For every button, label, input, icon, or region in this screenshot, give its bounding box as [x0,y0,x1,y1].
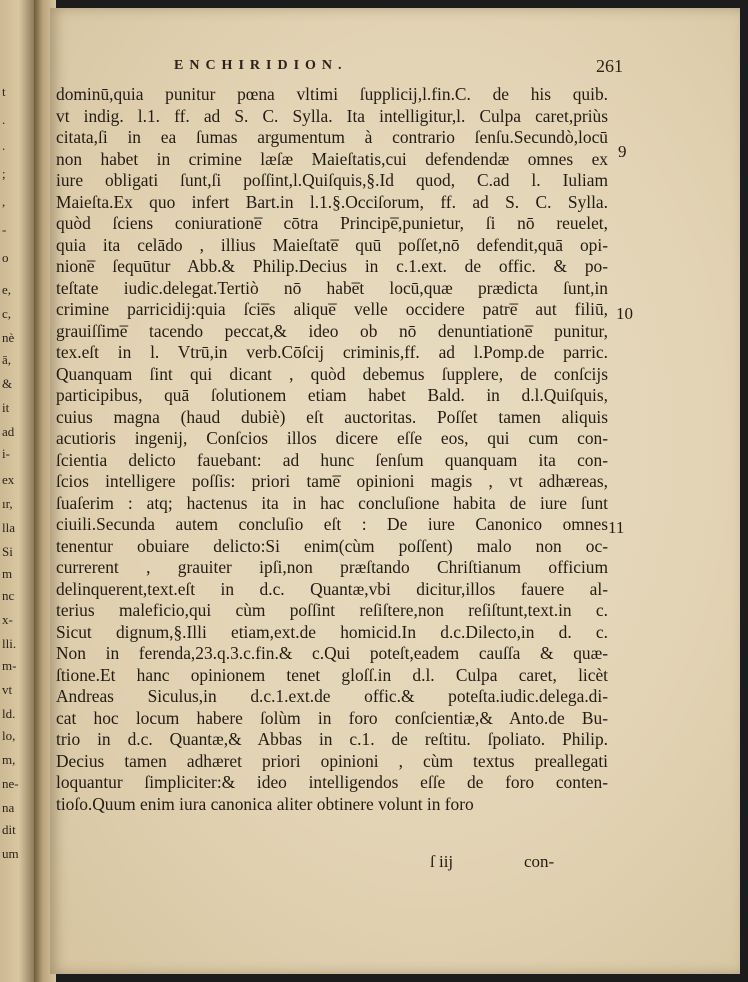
facing-page-fragment: nè [2,330,15,345]
text-line: ſtione.Et hanc opinionem tenet gloſſ.in d.l. Culpa caret, licèt [56,664,608,685]
text-line: acutioris ingenij, Conſcios illos dicere eſſe eos, qui cum con- [56,428,608,448]
facing-page-fragment: ne- [2,776,19,791]
facing-page-fragment: - [2,222,7,237]
text-line: iure obligati ſunt,ſi poſſint,l.Quiſquis,§.Id quod, C.ad l. Iuliam [56,170,608,190]
page-header [174,58,634,80]
facing-page-fragment: m [2,566,13,581]
text-line: citata,ſi in ea ſumas argumentum à contrario ſenſu.Secundò,locū [56,127,608,147]
text-line: trio in d.c. Quantæ,& Abbas in c.1. de reſtitu. ſpoliato. Philip. [56,729,608,749]
text-line: crimine parricidij:quia ſcie̅s alique̅ velle occidere patre̅ aut filiū, [56,299,608,319]
facing-page-fragment: nc [2,588,15,603]
text-line: grauiſſime̅ tacendo peccat,& ideo ob nō denuntiatione̅ punitur, [56,320,608,341]
facing-page-fragment: vt [2,682,13,697]
facing-page-fragment: lla [2,520,15,535]
text-line: tenentur obuiare delicto:Si enim(cùm poſſent) malo non oc- [56,535,608,556]
text-line: Maieſta.Ex quo infert Bart.in l.1.§.Occiſorum, ff. ad S. C. Sylla. [56,191,608,212]
text-line: Non in ferenda,23.q.3.c.fin.& c.Qui poteſt,eadem cauſſa & quæ- [56,643,608,663]
page-footer [430,852,630,876]
text-line: participibus, quā ſolutionem etiam habet Bald. in d.l.Quiſquis, [56,385,608,405]
text-line: ſuaſerim : atq; hactenus ita in hac concluſione habita de iure ſunt [56,492,608,513]
book-page [50,8,740,974]
facing-page-fragment: x- [2,612,13,627]
facing-page-fragment: Si [2,544,13,559]
text-line: quia ita celādo , illius Maieſtate̅ quū poſſet,nō defendit,quā opi- [56,234,608,255]
facing-page-fragment: ā, [2,352,12,367]
text-line: tex.eſt in l. Vtrū,in verb.Cōſcij criminis,ff. ad l.Pomp.de parric. [56,342,608,362]
text-line: currerent , grauiter ipſi,non præſtando Chriſtianum officium [56,557,608,577]
facing-page-fragment: lli. [2,636,17,651]
facing-page-fragment: t [2,84,6,99]
text-line: Decius tamen adhæret priori opinioni , cùm textus preallegati [56,750,608,771]
body-text [56,84,608,815]
text-line: Quanquam ſint qui dicant , quòd debemus ſupplere, de conſcijs [56,363,608,384]
facing-page-fragment: ır, [2,496,13,511]
facing-page-fragment: o [2,250,9,265]
facing-page-fragment: m, [2,752,16,767]
text-line: quòd ſciens coniuratione̅ cōtra Principe̅,punietur, ſi nō reuelet, [56,213,608,233]
text-line: vt indig. l.1. ff. ad S. C. Sylla. Ita intelligitur,l. Culpa caret,priùs [56,105,608,126]
facing-page-fragment: lo, [2,728,16,743]
facing-page-fragment: m- [2,658,17,673]
facing-page-fragment: ld. [2,706,16,721]
text-line: cuius magna (haud dubiè) eſt auctoritas. Poſſet tamen aliquis [56,406,608,427]
text-line: teſtate iudic.delegat.Tertiò nō habe̅t locū,quæ prædicta ſunt,in [56,277,608,298]
facing-page-fragment: na [2,800,15,815]
running-head: ENCHIRIDION. [174,58,348,73]
facing-page-fragment: & [2,376,13,391]
signature-mark: ſ iij [430,852,454,871]
facing-page-fragment: dit [2,822,16,837]
text-line: tioſo.Quum enim iura canonica aliter obtinere volunt in foro [56,793,474,814]
marginal-number: 10 [616,304,633,323]
facing-page-fragment: e, [2,282,12,297]
marginal-number: 9 [618,142,627,161]
catchword: con- [524,852,555,871]
facing-page-fragment: . [2,138,6,153]
facing-page-fragment: um [2,846,19,861]
text-line: terius maleficio,qui cùm poſſint reſiſtere,non reſiſtunt,text.in c. [56,600,608,620]
text-line: ciuili.Secunda autem concluſio eſt : De iure Canonico omnes [56,514,608,534]
facing-page-fragment: ad [2,424,15,439]
facing-page-fragment: , [2,194,6,209]
facing-page-fragment: it [2,400,10,415]
facing-page-fragment: ; [2,166,6,181]
text-line: loquantur ſimpliciter:& ideo intelligendos eſſe de foro conten- [56,772,608,792]
text-line: cat hoc locum habere ſolùm in foro conſcientiæ,& Anto.de Bu- [56,707,608,728]
facing-page-fragment: i- [2,446,10,461]
facing-page-fragment: ex [2,472,15,487]
text-line: non habet in crimine læſæ Maieſtatis,cui defendendæ omnes ex [56,148,608,169]
text-line: delinquerent,text.eſt in d.c. Quantæ,vbi dicitur,illos fauere al- [56,578,608,599]
facing-page-fragment: c, [2,306,12,321]
text-line: Sicut dignum,§.Illi etiam,ext.de homicid.In d.c.Dilecto,in d. c. [56,621,608,642]
facing-page-edge [0,0,36,982]
text-line: nione̅ ſequūtur Abb.& Philip.Decius in c.1.ext. de offic. & po- [56,256,608,276]
facing-page-fragment: . [2,112,6,127]
text-line: ſcientia delicto fauebant: ad hunc ſenſum quanquam ita con- [56,449,608,470]
page-number: 261 [596,56,623,76]
text-line: Andreas Siculus,in d.c.1.ext.de offic.& poteſta.iudic.delega.di- [56,686,608,706]
text-line: dominū,quia punitur pœna vltimi ſupplicij,l.fin.C. de his quib. [56,84,608,104]
text-line: ſcios intelligere poſſis: priori tame̅ opinioni magis , vt adhæreas, [56,471,608,491]
marginal-number: 11 [608,518,625,537]
